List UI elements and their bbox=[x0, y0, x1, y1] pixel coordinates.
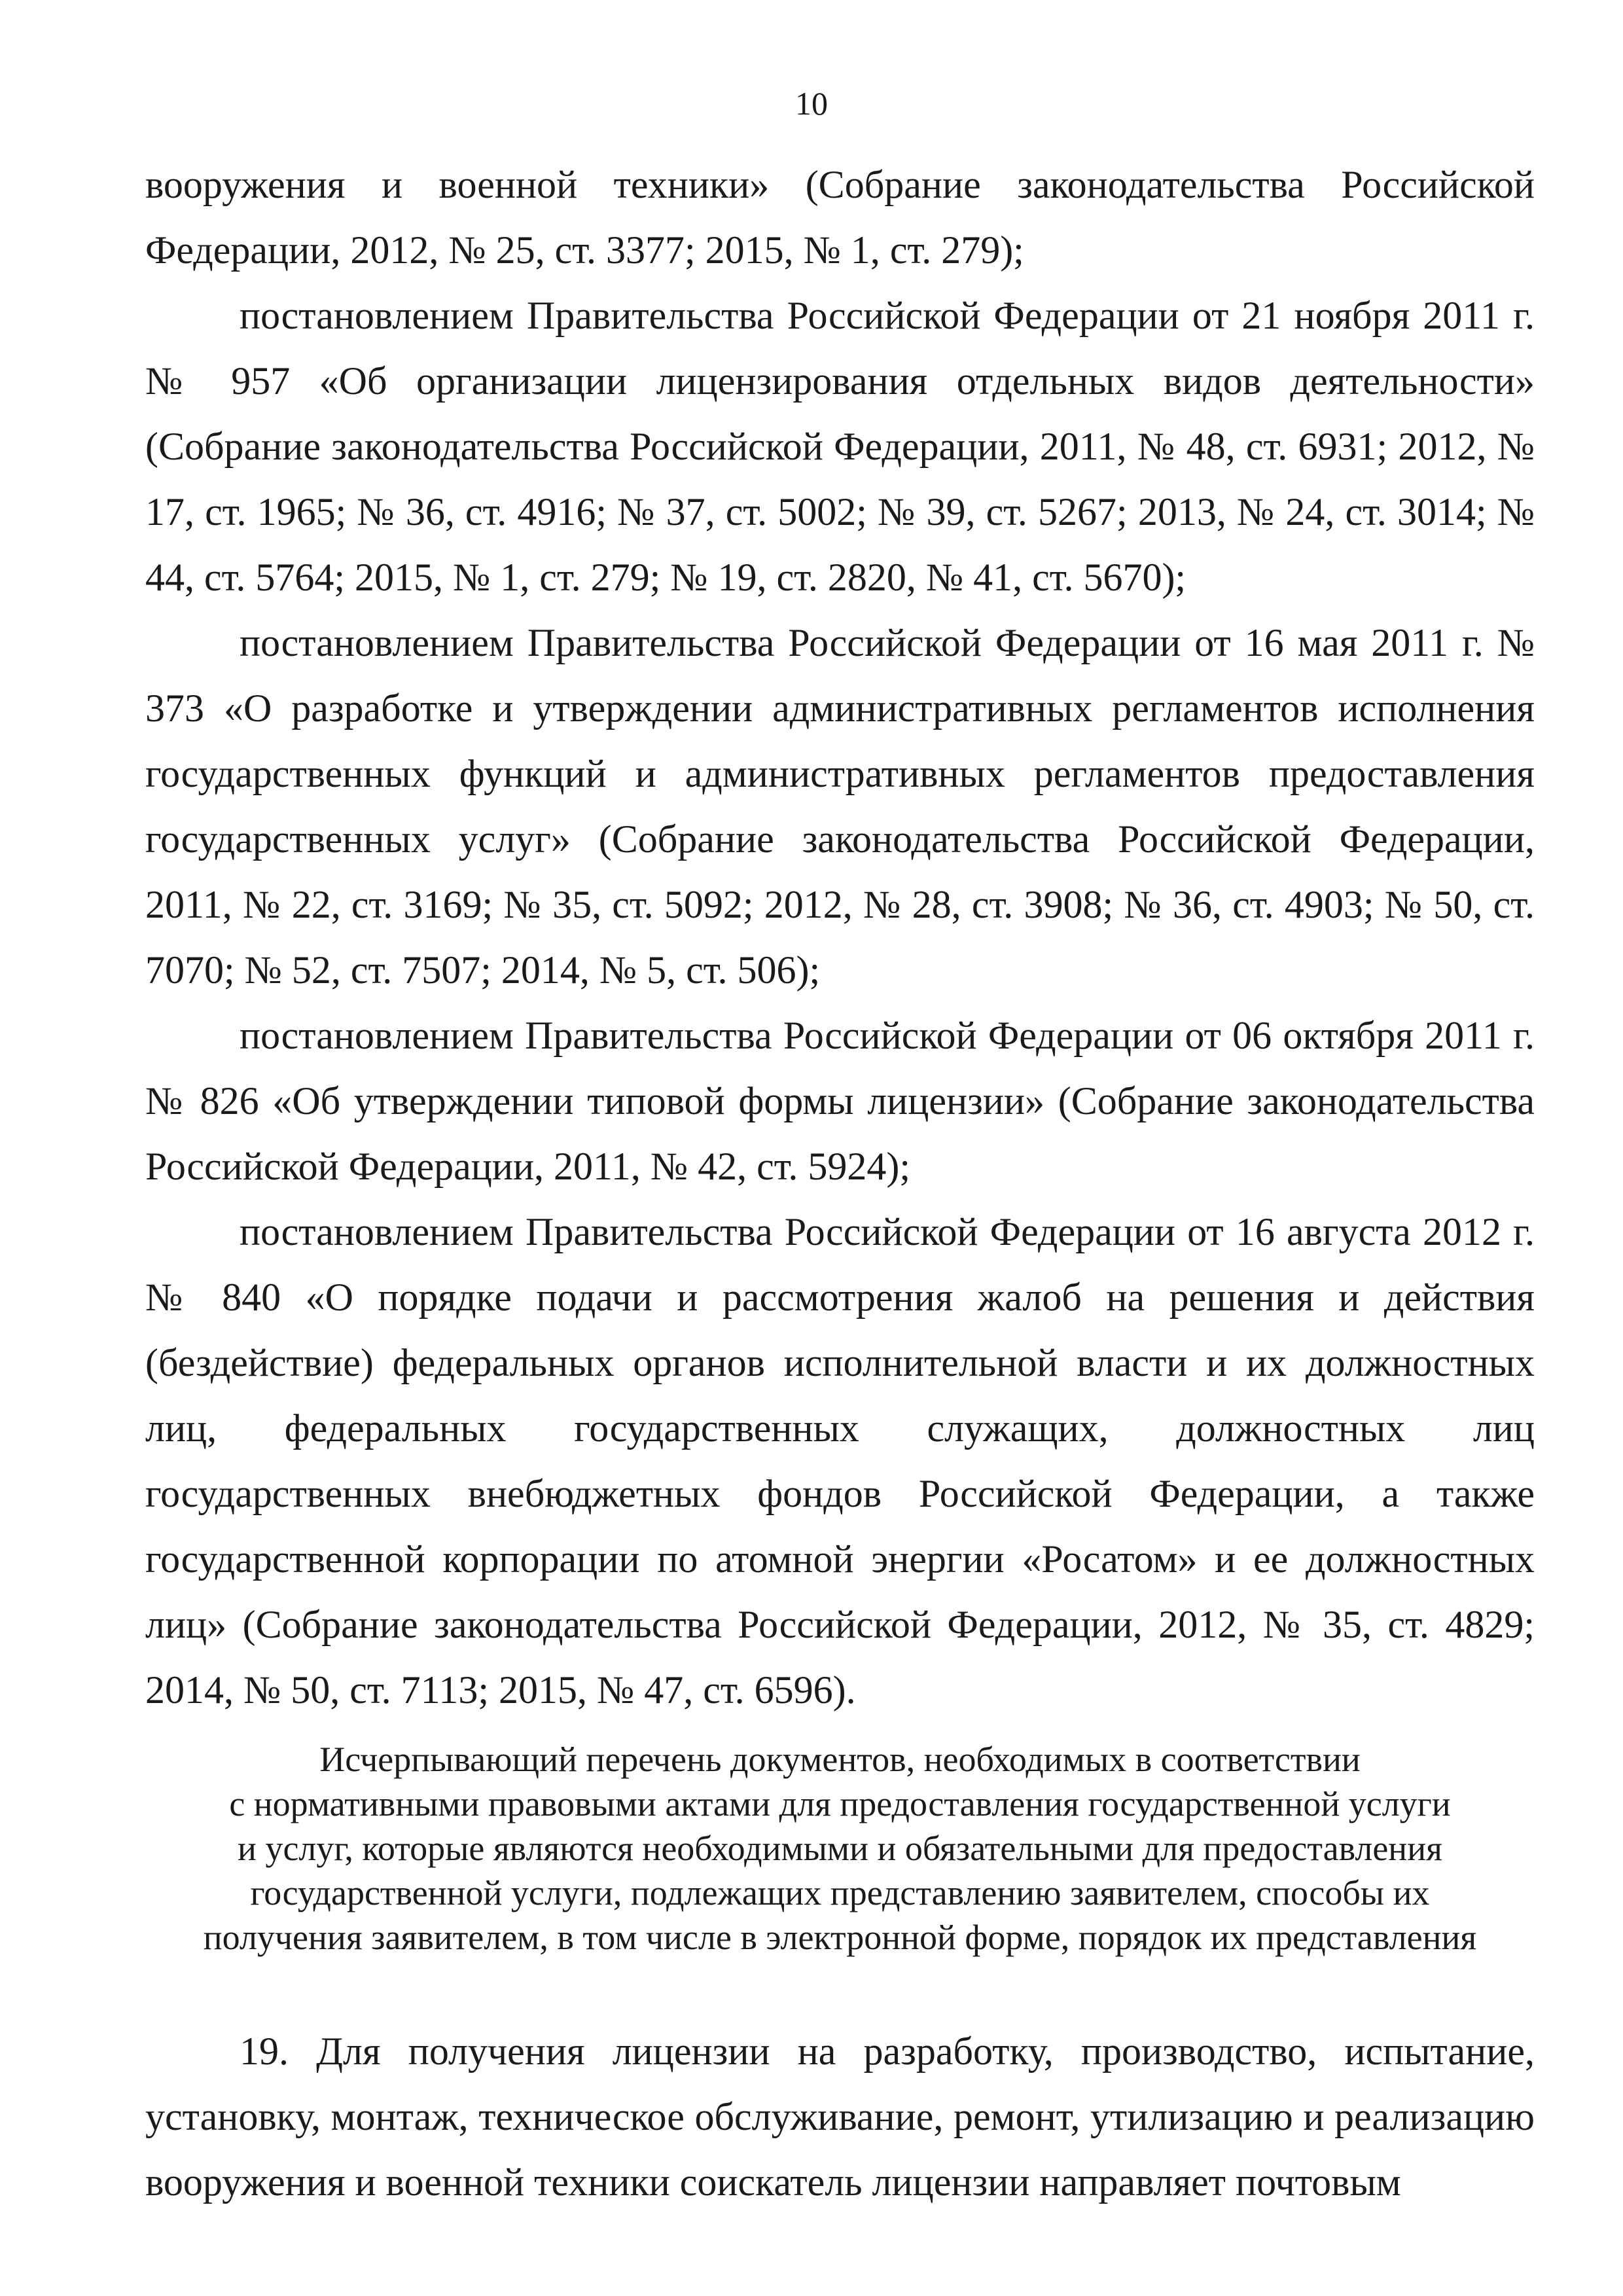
heading-line: Исчерпывающий перечень документов, необходимых в соответствии bbox=[319, 1740, 1361, 1779]
paragraph-decree-957: постановлением Правительства Российской Федерации от 21 ноября 2011 г. № 957 «Об организации лицензирования отдельных видов деятельности» (Собрание законодательства Российской Федерации, 2011, № 48, ст. 6931; 2012, № 17, ст. 1965; № 36, ст. 4916; № 37, ст. 5002; № 39, ст. 5267; 2013, № 24, ст. 3014; № 44, ст. 5764; 2015, № 1, ст. 279; № 19, ст. 2820, № 41, ст. 5670); bbox=[145, 294, 1535, 599]
heading-line: государственной услуги, подлежащих представлению заявителем, способы их bbox=[250, 1873, 1430, 1912]
document-body bbox=[145, 152, 1535, 2215]
section-heading bbox=[145, 1737, 1535, 1960]
paragraph-decree-826: постановлением Правительства Российской Федерации от 06 октября 2011 г. № 826 «Об утверждении типовой формы лицензии» (Собрание законодательства Российской Федерации, 2011, № 42, ст. 5924); bbox=[145, 1014, 1535, 1188]
heading-line: получения заявителем, в том числе в электронной форме, порядок их представления bbox=[203, 1918, 1477, 1957]
paragraph-decree-840: постановлением Правительства Российской Федерации от 16 августа 2012 г. № 840 «О порядке подачи и рассмотрения жалоб на решения и действия (бездействие) федеральных органов исполнительной власти и их должностных лиц, федеральных государственных служащих, должностных лиц государственных внебюджетных фондов Российской Федерации, а также государственной корпорации по атомной энергии «Росатом» и ее должностных лиц» (Собрание законодательства Российской Федерации, 2012, № 35, ст. 4829; 2014, № 50, ст. 7113; 2015, № 47, ст. 6596). bbox=[145, 1210, 1535, 1712]
paragraph-item-19: 19. Для получения лицензии на разработку, производство, испытание, установку, монтаж, техническое обслуживание, ремонт, утилизацию и реализацию вооружения и военной техники соискатель лицензии направляет почтовым bbox=[145, 2030, 1535, 2204]
paragraph-decree-373: постановлением Правительства Российской Федерации от 16 мая 2011 г. № 373 «О разработке и утверждении административных регламентов исполнения государственных функций и административных регламентов предоставления государственных услуг» (Собрание законодательства Российской Федерации, 2011, № 22, ст. 3169; № 35, ст. 5092; 2012, № 28, ст. 3908; № 36, ст. 4903; № 50, ст. 7070; № 52, ст. 7507; 2014, № 5, ст. 506); bbox=[145, 621, 1535, 992]
paragraph-continuation: вооружения и военной техники» (Собрание законодательства Российской Федерации, 2012, № 25, ст. 3377; 2015, № 1, ст. 279); bbox=[145, 163, 1535, 272]
heading-line: с нормативными правовыми актами для предоставления государственной услуги bbox=[229, 1784, 1451, 1823]
page-number: 10 bbox=[795, 85, 828, 122]
heading-line: и услуг, которые являются необходимыми и обязательными для предоставления bbox=[238, 1829, 1442, 1868]
